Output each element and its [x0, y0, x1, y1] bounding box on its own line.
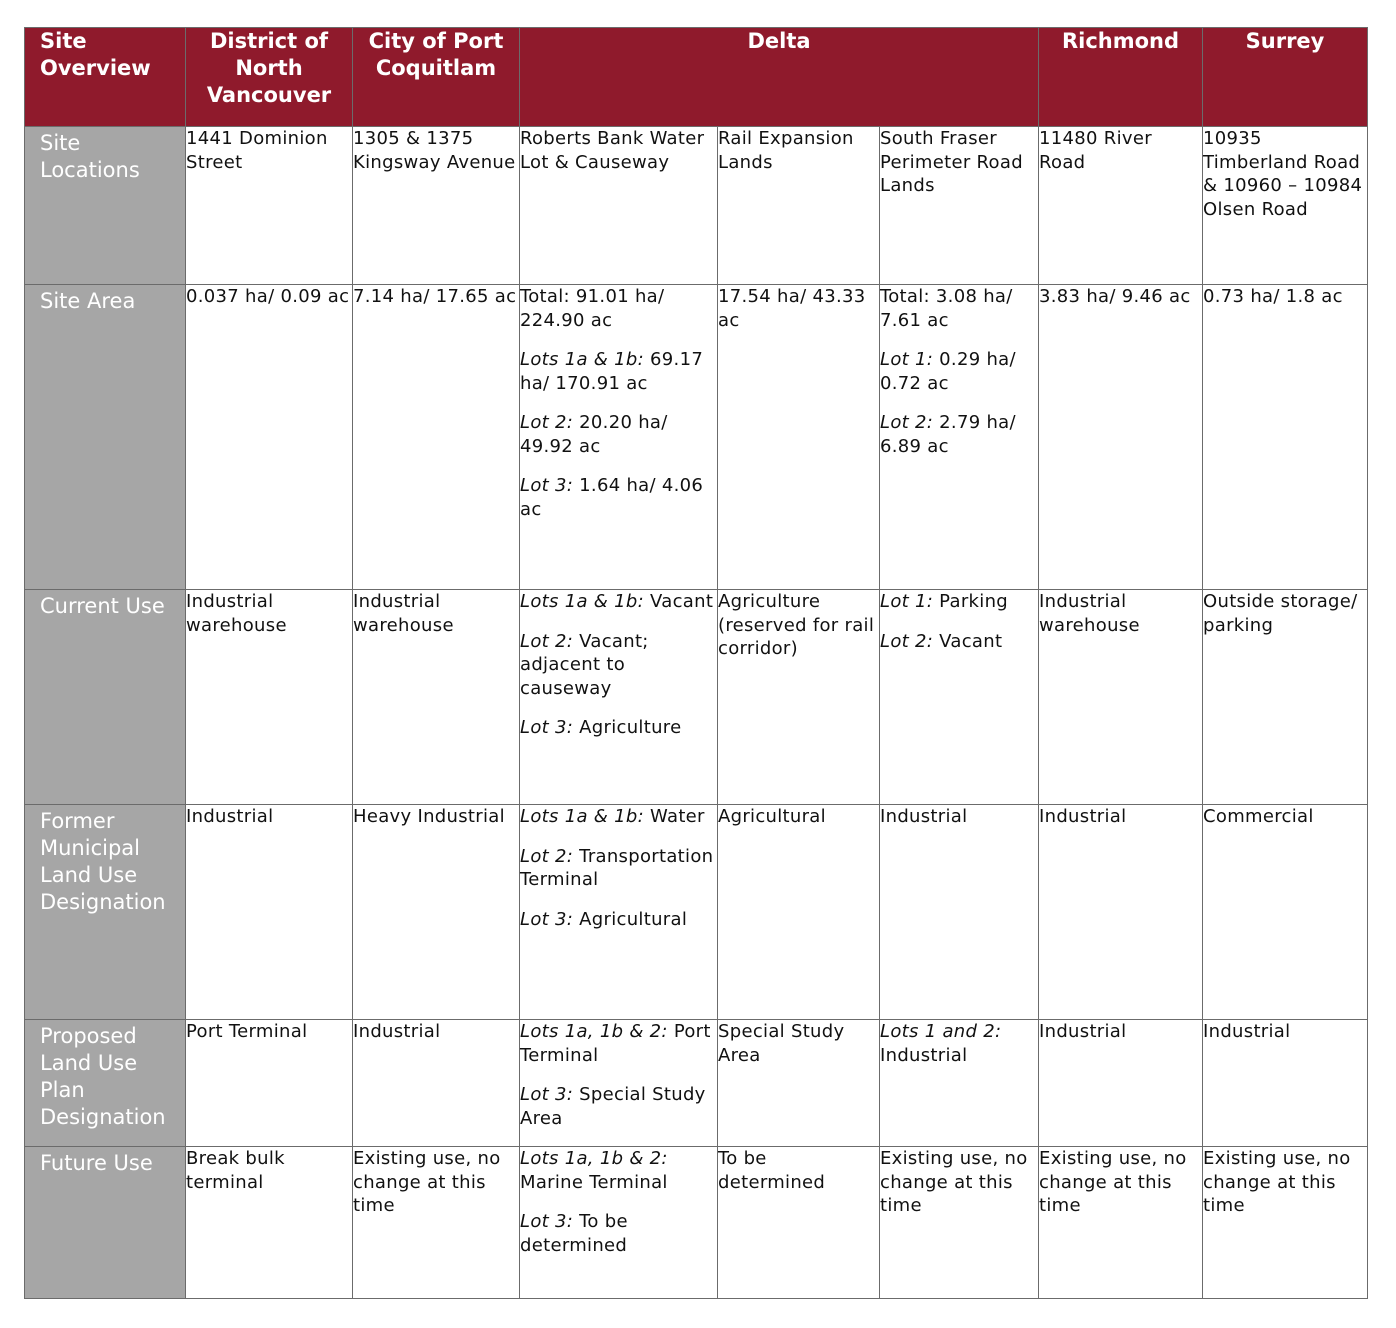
cell-text: Vacant	[650, 591, 714, 612]
table-cell	[718, 590, 880, 805]
cell-paragraph	[520, 805, 717, 829]
cell-paragraph	[880, 348, 1038, 395]
table-cell	[1039, 1147, 1203, 1299]
table-cell	[520, 127, 718, 285]
cell-text: Vacant	[939, 630, 1003, 652]
table-cell	[186, 285, 353, 590]
cell-text: Existing use, no change at this time	[880, 1148, 1028, 1216]
cell-paragraph	[186, 127, 352, 174]
table-cell	[1203, 590, 1368, 805]
cell-paragraph	[186, 285, 352, 309]
table-cell	[186, 1147, 353, 1299]
cell-paragraph	[1203, 285, 1367, 309]
cell-paragraph	[1203, 1020, 1367, 1044]
lot-label: Lot 2:	[880, 412, 934, 433]
cell-text: Industrial	[880, 1044, 968, 1066]
cell-paragraph	[520, 908, 717, 932]
cell-text: 2.79 ha/ 6.89 ac	[880, 412, 1016, 457]
table-cell	[353, 805, 520, 1020]
cell-paragraph	[880, 590, 1038, 614]
cell-paragraph	[353, 590, 519, 637]
table-cell	[880, 590, 1039, 805]
lot-label: Lots 1 and 2:	[880, 1021, 1002, 1042]
table-cell	[520, 1147, 718, 1299]
table-row	[25, 285, 1368, 590]
header-row	[25, 28, 1368, 127]
cell-text: Industrial	[186, 806, 274, 827]
cell-paragraph	[520, 845, 717, 892]
cell-paragraph	[353, 285, 519, 309]
table-cell	[1039, 285, 1203, 590]
table-cell	[1039, 805, 1203, 1020]
cell-paragraph	[880, 411, 1038, 458]
cell-paragraph	[1039, 285, 1202, 309]
cell-text: Heavy Industrial	[353, 806, 505, 827]
cell-text: 69.17 ha/ 170.91 ac	[520, 349, 704, 394]
table-cell	[353, 127, 520, 285]
cell-text: Special Study Area	[520, 1084, 706, 1129]
site-overview-table	[24, 27, 1368, 1299]
cell-text: 7.14 ha/ 17.65 ac	[353, 286, 517, 307]
row-header: Former Municipal Land Use Designation	[25, 805, 186, 1020]
cell-paragraph	[520, 630, 717, 701]
cell-text: Industrial warehouse	[353, 591, 454, 636]
cell-paragraph	[1039, 805, 1202, 829]
table-cell	[186, 805, 353, 1020]
table-row	[25, 127, 1368, 285]
cell-text: Industrial	[1203, 1021, 1291, 1042]
cell-paragraph	[880, 805, 1038, 829]
cell-text: Roberts Bank Water Lot & Causeway	[520, 128, 705, 173]
cell-text: To be determined	[718, 1148, 826, 1193]
lot-label: Lots 1a & 1b:	[520, 349, 645, 370]
cell-paragraph	[1203, 1147, 1367, 1218]
cell-paragraph	[353, 127, 519, 174]
table-cell	[186, 590, 353, 805]
cell-paragraph	[353, 805, 519, 829]
lot-label: Lots 1a & 1b:	[520, 591, 645, 612]
cell-text: 1441 Dominion Street	[186, 128, 328, 173]
table-cell	[353, 590, 520, 805]
cell-text: Port Terminal	[186, 1021, 308, 1042]
table-cell	[1203, 285, 1368, 590]
lot-label: Lots 1a, 1b & 2:	[520, 1021, 668, 1042]
cell-text: Vacant; adjacent to causeway	[520, 630, 649, 699]
lot-label: Lot 2:	[520, 630, 574, 652]
header-surrey: Surrey	[1203, 28, 1368, 127]
table-cell	[1039, 590, 1203, 805]
table-cell	[718, 1020, 880, 1147]
cell-paragraph	[520, 348, 717, 395]
table-cell	[880, 805, 1039, 1020]
cell-text: 17.54 ha/ 43.33 ac	[718, 286, 866, 331]
cell-paragraph	[186, 1147, 352, 1194]
table-row	[25, 805, 1368, 1020]
table-cell	[1039, 1020, 1203, 1147]
cell-text: Industrial	[880, 806, 968, 827]
cell-paragraph	[353, 1147, 519, 1218]
lot-label: Lot 3:	[520, 717, 574, 738]
row-header: Current Use	[25, 590, 186, 805]
cell-paragraph	[880, 1020, 1038, 1067]
cell-paragraph	[520, 411, 717, 458]
cell-paragraph	[186, 1020, 352, 1044]
cell-text: Industrial	[353, 1021, 441, 1042]
cell-paragraph	[186, 805, 352, 829]
table-cell	[1039, 127, 1203, 285]
cell-text: Industrial warehouse	[1039, 591, 1140, 636]
cell-text: 11480 River Road	[1039, 128, 1152, 173]
cell-text: Rail Expansion Lands	[718, 128, 854, 173]
header-district-of-north-vancouver: District of North Vancouver	[186, 28, 353, 127]
cell-paragraph	[1039, 127, 1202, 174]
cell-text: 0.29 ha/ 0.72 ac	[880, 349, 1016, 394]
cell-paragraph	[880, 1147, 1038, 1218]
lot-label: Lot 1:	[880, 349, 934, 370]
table-cell	[880, 127, 1039, 285]
table-cell	[353, 1147, 520, 1299]
cell-paragraph	[520, 1147, 717, 1194]
cell-text: Outside storage/ parking	[1203, 591, 1358, 636]
header-richmond: Richmond	[1039, 28, 1203, 127]
row-header: Proposed Land Use Plan Designation	[25, 1020, 186, 1147]
cell-text: Agriculture	[579, 717, 682, 738]
header-site-overview: Site Overview	[25, 28, 186, 127]
cell-text: Agricultural	[579, 908, 688, 930]
lot-label: Lots 1a & 1b:	[520, 806, 645, 827]
cell-paragraph	[520, 590, 717, 614]
cell-paragraph	[520, 474, 717, 521]
cell-paragraph	[718, 1020, 879, 1067]
lot-label: Lot 3:	[520, 1084, 574, 1105]
cell-paragraph	[1039, 590, 1202, 637]
table-cell	[186, 127, 353, 285]
table-cell	[1203, 1147, 1368, 1299]
cell-paragraph	[718, 1147, 879, 1194]
cell-text: Total: 3.08 ha/ 7.61 ac	[880, 286, 1013, 331]
cell-text: 0.037 ha/ 0.09 ac	[186, 286, 350, 307]
row-header: Site Area	[25, 285, 186, 590]
cell-text: Total: 91.01 ha/ 224.90 ac	[520, 286, 665, 331]
table-row	[25, 1147, 1368, 1299]
table-cell	[520, 285, 718, 590]
cell-text: 10935 Timberland Road & 10960 – 10984 Olsen Road	[1203, 128, 1363, 220]
cell-text: Parking	[939, 591, 1009, 612]
cell-text: Agricultural	[718, 806, 826, 827]
cell-text: Transportation Terminal	[520, 845, 714, 890]
table-cell	[880, 285, 1039, 590]
cell-text: Port Terminal	[520, 1021, 711, 1066]
cell-paragraph	[353, 1020, 519, 1044]
table-cell	[1203, 127, 1368, 285]
cell-text: 1.64 ha/ 4.06 ac	[520, 475, 704, 520]
cell-text: Break bulk terminal	[186, 1148, 285, 1193]
header-city-of-port-coquitlam: City of Port Coquitlam	[353, 28, 520, 127]
cell-paragraph	[718, 127, 879, 174]
table-cell	[1203, 1020, 1368, 1147]
cell-text: Water	[650, 806, 705, 827]
cell-paragraph	[718, 805, 879, 829]
header-delta: Delta	[520, 28, 1039, 127]
cell-paragraph	[880, 127, 1038, 198]
cell-paragraph	[718, 590, 879, 661]
table-cell	[186, 1020, 353, 1147]
cell-text: 3.83 ha/ 9.46 ac	[1039, 286, 1191, 307]
table-cell	[353, 1020, 520, 1147]
cell-text: Existing use, no change at this time	[1039, 1148, 1187, 1216]
lot-label: Lot 3:	[520, 1211, 574, 1232]
lot-label: Lot 2:	[520, 412, 574, 433]
cell-paragraph	[1203, 127, 1367, 221]
cell-paragraph	[1203, 590, 1367, 637]
table-cell	[880, 1147, 1039, 1299]
cell-paragraph	[718, 285, 879, 332]
cell-paragraph	[520, 1083, 717, 1130]
cell-text: Marine Terminal	[520, 1171, 668, 1193]
cell-text: 1305 & 1375 Kingsway Avenue	[353, 128, 516, 173]
table-cell	[520, 805, 718, 1020]
row-header: Future Use	[25, 1147, 186, 1299]
cell-text: Existing use, no change at this time	[353, 1148, 501, 1216]
cell-paragraph	[520, 1020, 717, 1067]
table-cell	[718, 1147, 880, 1299]
cell-paragraph	[880, 630, 1038, 654]
cell-paragraph	[520, 1210, 717, 1257]
cell-text: South Fraser Perimeter Road Lands	[880, 128, 1023, 196]
cell-paragraph	[880, 285, 1038, 332]
table-row	[25, 1020, 1368, 1147]
table-cell	[520, 590, 718, 805]
cell-text: Industrial	[1039, 806, 1127, 827]
cell-paragraph	[186, 590, 352, 637]
lot-label: Lot 2:	[880, 630, 934, 652]
cell-text: Industrial	[1039, 1021, 1127, 1042]
lot-label: Lot 1:	[880, 591, 934, 612]
cell-paragraph	[1039, 1147, 1202, 1218]
table-cell	[1203, 805, 1368, 1020]
cell-text: 0.73 ha/ 1.8 ac	[1203, 286, 1343, 307]
lot-label: Lot 3:	[520, 475, 574, 496]
lot-label: Lot 3:	[520, 908, 574, 930]
table-cell	[353, 285, 520, 590]
table-cell	[520, 1020, 718, 1147]
cell-paragraph	[520, 127, 717, 174]
table-cell	[880, 1020, 1039, 1147]
cell-text: 20.20 ha/ 49.92 ac	[520, 412, 668, 457]
cell-text: To be determined	[520, 1211, 628, 1256]
table-body	[25, 127, 1368, 1299]
cell-text: Existing use, no change at this time	[1203, 1148, 1351, 1216]
row-header: Site Locations	[25, 127, 186, 285]
lot-label: Lots 1a, 1b & 2:	[520, 1148, 668, 1169]
cell-paragraph	[520, 716, 717, 740]
lot-label: Lot 2:	[520, 845, 574, 867]
table-cell	[718, 127, 880, 285]
cell-paragraph	[1203, 805, 1367, 829]
cell-paragraph	[1039, 1020, 1202, 1044]
table-cell	[718, 805, 880, 1020]
table-cell	[718, 285, 880, 590]
cell-text: Commercial	[1203, 806, 1314, 827]
table-row	[25, 590, 1368, 805]
cell-text: Agriculture (reserved for rail corridor)	[718, 591, 875, 659]
cell-paragraph	[520, 285, 717, 332]
cell-text: Industrial warehouse	[186, 591, 287, 636]
cell-text: Special Study Area	[718, 1021, 845, 1066]
